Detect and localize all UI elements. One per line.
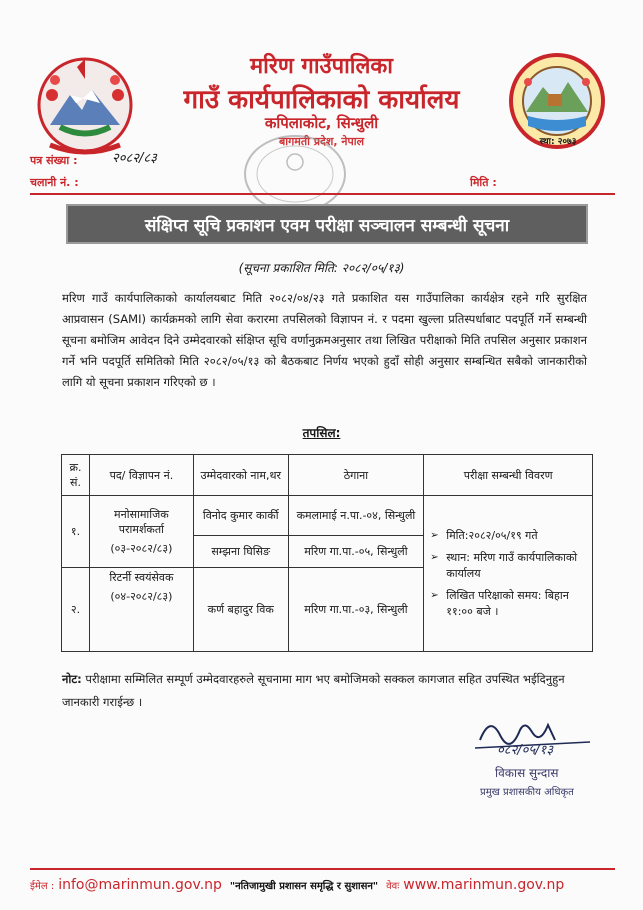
col-header-sn: क्र. सं. [62,455,90,496]
emblem-year: स्था: २०७३ [539,137,577,147]
website-link[interactable]: www.marinmun.gov.np [403,877,565,893]
slogan: "नतिजामुखी प्रशासन समृद्धि र सुशासन" [229,881,379,892]
candidate-name: कर्ण बहादुर विक [193,568,288,652]
row-sn: २. [62,568,90,652]
office-location: कपिलाकोट, सिन्धुली [264,114,379,132]
details-table [61,454,593,652]
post-title: मनोसामाजिक परामर्शकर्ता [114,508,169,536]
candidate-address: मरिण गा.पा.-०३, सिन्धुली [288,568,424,652]
office-name: मरिण गाउँपालिका [250,54,393,79]
col-header-candidate: उम्मेदवारको नाम,थर [193,455,288,496]
header-divider [30,193,615,195]
email-label: ईमेल : [30,881,55,892]
province: बागमती प्रदेश, नेपाल [278,135,365,148]
note-label: नोट: [62,672,82,686]
email-link[interactable]: info@marinmun.gov.np [58,877,222,893]
candidate-name: विनोद कुमार कार्की [193,496,288,536]
exam-details-list [428,528,588,620]
details-heading: तपसिल: [302,426,341,440]
signature-date: ०८२/०५/१३ [497,743,554,758]
advertisement-number: (०४-२०८२/८३) [110,590,173,603]
row-post [89,496,193,568]
dispatch-number-label: चलानी नं. : [30,176,79,189]
candidate-address: मरिण गा.पा.-०५, सिन्धुली [288,536,424,568]
letter-number-value: २०८२/८३ [112,151,157,166]
exam-venue: ➢ स्थान: मरिण गाउँ कार्यपालिकाको कार्यालय [430,550,588,582]
date-label: मिति : [470,176,497,189]
notice-title: संक्षिप्त सूचि प्रकाशन एवम परीक्षा सञ्चालन सम्बन्धी सूचना [66,204,588,244]
note-text: परीक्षामा सम्मिलित सम्पूर्ण उम्मेदवारहरुले सूचनामा माग भए बमोजिमको सक्कल कागजात सहित उपस्थित भईदिनुहुन जानकारी गराईन्छ । [62,672,565,709]
table-header-row [62,455,593,496]
publish-date: (सूचना प्रकाशित मिति: २०८२/०५/१३) [238,261,405,275]
candidate-address: कमलामाई न.पा.-०४, सिन्धुली [288,496,424,536]
row-sn: १. [62,496,90,568]
notice-body: मरिण गाउँ कार्यपालिकाको कार्यालयबाट मिति २०८२/०४/२३ गते प्रकाशित यस गाउँपालिका कार्यक्षेत्र रहने गरि सुरक्षित आप्रवासन (SAMI) कार्यक्रमको लागि सेवा करारमा तपसिलको विज्ञापन नं. र पदमा खुल्ला प्रतिस्पर्धाबाट पदपूर्ति गर्ने सम्बन्धी सूचना बमोजिम आवेदन दिने उम्मेदवारको संक्षिप्त सूचि वर्णानुक्रमअनुसार तथा लिखित परीक्षाको मिति तपसिल अनुसार प्रकाशन गर्ने भनि पदपूर्ति समितिको मिति २०८२/०५/१३ को बैठकबाट निर्णय भएको हुदाँ सोही अनुसार सम्बन्धित सबैको जानकारीको लागि यो सूचना प्रकाशन गरिएको छ । [62,291,587,389]
table-row [62,496,593,536]
footer-divider [30,868,615,870]
advertisement-number: (०३-२०८२/८३) [110,542,173,555]
col-header-address: ठेगाना [288,455,424,496]
candidate-name: सम्झना घिसिङ [193,536,288,568]
website-label: वेवः [386,881,400,892]
office-title: गाउँ कार्यपालिकाको कार्यालय [183,85,460,115]
footer [30,877,615,893]
nepal-emblem-logo [30,55,140,160]
signatory-designation: प्रमुख प्रशासकीय अधिकृत [480,787,574,798]
col-header-exam-details: परीक्षा सम्बन्धी विवरण [424,455,593,496]
row-post [89,568,193,652]
note [62,668,587,714]
post-title: रिटर्नी स्वयंसेवक [109,571,174,584]
letter-number-label: पत्र संख्या : [30,154,78,167]
exam-date: ➢ मिति:२०८२/०५/१९ गते [430,528,588,544]
col-header-post: पद/ विज्ञापन नं. [89,455,193,496]
signatory-name: विकास सुन्दास [495,766,559,780]
exam-time: ➢ लिखित परिक्षाको समय: बिहान ११:०० बजे । [430,588,588,620]
exam-details-cell [424,496,593,652]
